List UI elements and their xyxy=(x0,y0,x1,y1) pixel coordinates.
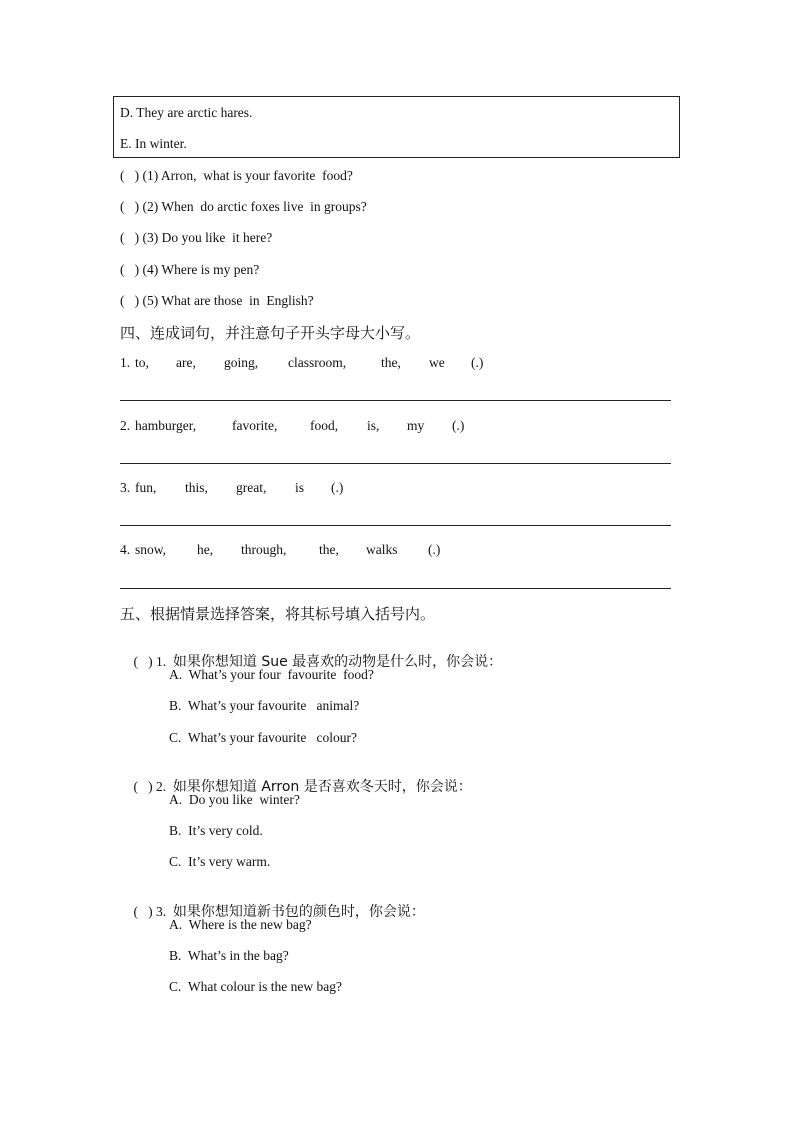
question-prompt: 如果你想知道新书包的颜色时，你会说： xyxy=(172,904,425,920)
word: is xyxy=(295,480,305,495)
word: this, xyxy=(185,480,208,495)
word: are, xyxy=(176,355,196,370)
option-e: E. In winter. xyxy=(120,136,187,151)
word: (.) xyxy=(428,542,441,557)
question-prefix: ( ) 2. xyxy=(133,779,173,794)
word: favorite, xyxy=(232,418,278,433)
item-number: 4. xyxy=(120,542,131,557)
options-box xyxy=(113,96,680,158)
answer-line-3[interactable] xyxy=(120,525,671,526)
word: (.) xyxy=(331,480,344,495)
word: snow, xyxy=(135,542,167,557)
word: the, xyxy=(381,355,401,370)
answer-line-4[interactable] xyxy=(120,588,671,589)
match-question-4: ( ) (4) Where is my pen? xyxy=(120,262,260,277)
word: hamburger, xyxy=(135,418,197,433)
word: through, xyxy=(241,542,287,557)
word: food, xyxy=(310,418,339,433)
choice-1a: A. What’s your four favourite food? xyxy=(169,667,374,682)
choice-3c: C. What colour is the new bag? xyxy=(169,979,342,994)
word: my xyxy=(407,418,425,433)
word: walks xyxy=(366,542,398,557)
match-question-5: ( ) (5) What are those in English? xyxy=(120,293,314,308)
choice-3b: B. What’s in the bag? xyxy=(169,948,289,963)
item-number: 3. xyxy=(120,480,131,495)
word: the, xyxy=(319,542,339,557)
word: we xyxy=(429,355,445,370)
word: great, xyxy=(236,480,267,495)
match-question-1: ( ) (1) Arron, what is your favorite food? xyxy=(120,168,353,183)
word: going, xyxy=(224,355,259,370)
item-number: 1. xyxy=(120,355,131,370)
choice-1c: C. What’s your favourite colour? xyxy=(169,730,357,745)
question-prefix: ( ) 3. xyxy=(133,904,173,919)
match-question-3: ( ) (3) Do you like it here? xyxy=(120,230,273,245)
answer-line-2[interactable] xyxy=(120,463,671,464)
choice-3a: A. Where is the new bag? xyxy=(169,917,312,932)
choice-2a: A. Do you like winter? xyxy=(169,792,300,807)
section-5-heading: 五、根据情景选择答案，将其标号填入括号内。 xyxy=(120,605,436,623)
word: he, xyxy=(197,542,214,557)
question-prompt: 如果你想知道 Arron 是否喜欢冬天时，你会说： xyxy=(172,779,472,795)
word: fun, xyxy=(135,480,157,495)
choice-1b: B. What’s your favourite animal? xyxy=(169,698,360,713)
choice-2c: C. It’s very warm. xyxy=(169,854,271,869)
option-d: D. They are arctic hares. xyxy=(120,105,253,120)
word: (.) xyxy=(471,355,484,370)
answer-line-1[interactable] xyxy=(120,400,671,401)
match-question-2: ( ) (2) When do arctic foxes live in groups? xyxy=(120,199,367,214)
item-number: 2. xyxy=(120,418,131,433)
word: is, xyxy=(367,418,380,433)
question-prefix: ( ) 1. xyxy=(133,654,173,669)
choice-2b: B. It’s very cold. xyxy=(169,823,263,838)
section-4-heading: 四、连成词句，并注意句子开头字母大小写。 xyxy=(120,324,421,342)
word: (.) xyxy=(452,418,465,433)
word: to, xyxy=(135,355,149,370)
question-prompt: 如果你想知道 Sue 最喜欢的动物是什么时，你会说： xyxy=(172,654,503,670)
word: classroom, xyxy=(288,355,347,370)
